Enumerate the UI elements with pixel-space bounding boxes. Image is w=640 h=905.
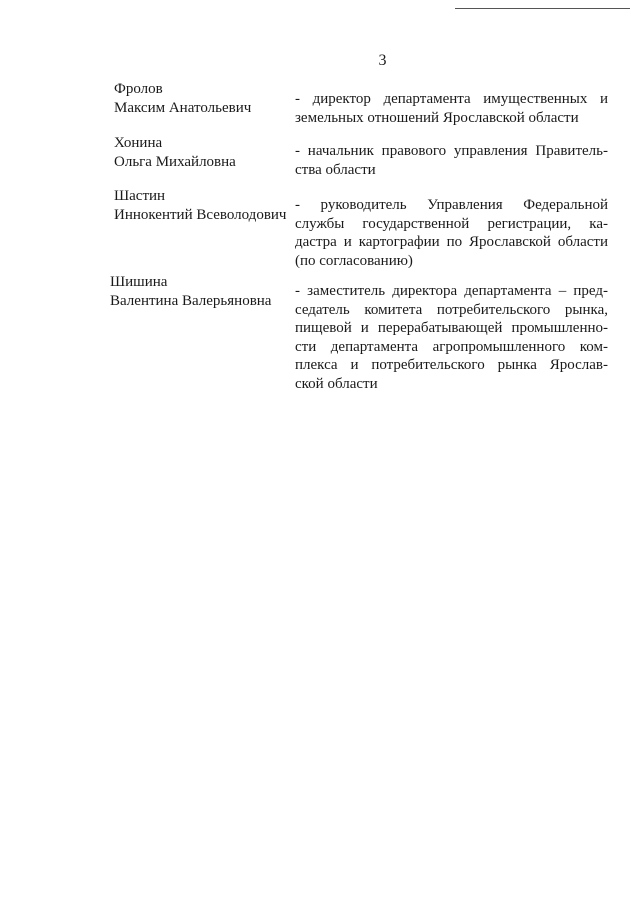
role-line: - директор департамента имущественных и — [295, 91, 608, 107]
member-name — [114, 187, 294, 225]
role-line: дастра и картографии по Ярославской области — [295, 234, 608, 250]
member-surname: Хонина — [114, 135, 163, 151]
member-given-names: Иннокентий Всеволодович — [114, 207, 287, 223]
member-given-names: Ольга Михайловна — [114, 154, 236, 170]
member-role — [295, 196, 608, 270]
member-role — [295, 90, 608, 127]
member-name — [110, 273, 290, 311]
member-given-names: Валентина Валерьяновна — [110, 293, 272, 309]
member-name — [114, 80, 294, 118]
role-line: - начальник правового управления Правитель- — [295, 143, 608, 159]
page-number: 3 — [378, 52, 387, 69]
role-line: (по согласованию) — [295, 252, 413, 269]
member-surname: Шастин — [114, 188, 166, 204]
role-line: - заместитель директора департамента – пред- — [295, 283, 608, 299]
member-given-names: Максим Анатольевич — [114, 100, 252, 116]
member-role — [295, 142, 608, 179]
role-line: плекса и потребительского рынка Ярослав- — [295, 357, 608, 373]
member-surname: Фролов — [114, 81, 163, 97]
role-line: - руководитель Управления Федеральной — [295, 197, 608, 213]
role-line: седатель комитета потребительского рынка, — [295, 301, 608, 318]
role-line: пищевой и перерабатывающей промышленно- — [295, 320, 608, 336]
member-surname: Шишина — [110, 274, 168, 290]
member-name — [114, 134, 294, 172]
role-line: службы государственной регистрации, ка- — [295, 215, 608, 232]
scan-artifact-line — [455, 8, 630, 9]
role-line: земельных отношений Ярославской области — [295, 109, 579, 126]
member-role — [295, 282, 608, 393]
role-line: сти департамента агропромышленного ком- — [295, 338, 608, 355]
role-line: ства области — [295, 161, 376, 178]
role-line: ской области — [295, 375, 378, 392]
